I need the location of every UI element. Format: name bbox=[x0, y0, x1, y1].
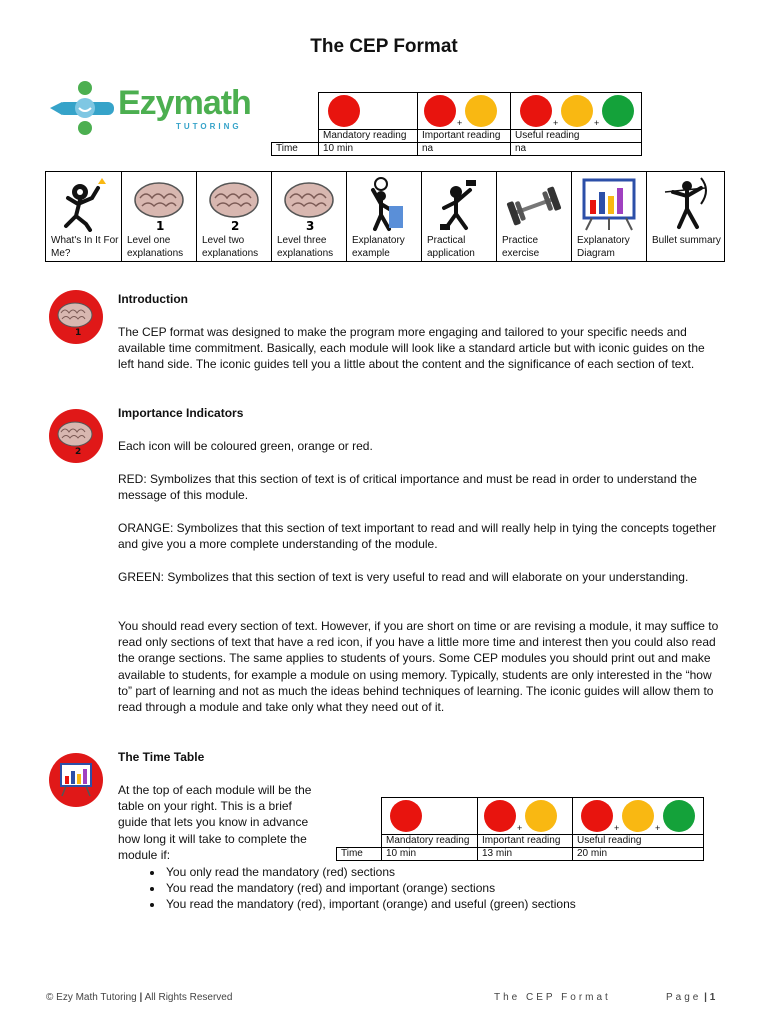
logo-figure-icon bbox=[48, 78, 118, 140]
logo-name: Ezymath bbox=[118, 84, 251, 122]
header-useful: Useful reading bbox=[511, 130, 642, 143]
module-time-table bbox=[336, 797, 704, 861]
header-mandatory: Mandatory reading bbox=[319, 130, 418, 143]
legend-label: Explanatory example bbox=[352, 235, 405, 259]
footer-document-title: The CEP Format bbox=[494, 992, 611, 1003]
svg-text:1: 1 bbox=[156, 219, 165, 232]
introduction-paragraph: The CEP format was designed to make the program more engaging and tailored to your specific needs and available time commitment. Basically, each module will look like a standard article but with iconic guides on the left hand side. The iconic guides tell you a little about the content and the significance of each section of text. bbox=[118, 325, 705, 372]
archer-icon bbox=[651, 176, 717, 232]
ezymath-logo bbox=[48, 78, 253, 140]
header-important: Important reading bbox=[478, 835, 573, 848]
header-mandatory: Mandatory reading bbox=[382, 835, 478, 848]
important-icons: + bbox=[478, 798, 573, 835]
wiifm-icon bbox=[50, 176, 116, 232]
legend-label: What's In It For Me? bbox=[51, 235, 119, 259]
time-useful: na bbox=[511, 143, 642, 156]
legend-practical-application bbox=[421, 172, 497, 261]
legend-label: Practical application bbox=[427, 235, 475, 259]
section-heading-introduction: Introduction bbox=[118, 292, 188, 306]
top-time-table bbox=[271, 92, 642, 156]
brain-level-2-icon bbox=[201, 176, 267, 232]
important-icons: + bbox=[418, 93, 511, 130]
importance-paragraph-green: GREEN: Symbolizes that this section of text is very useful to read and will elaborate on your understanding. bbox=[118, 570, 689, 584]
time-important: 13 min bbox=[478, 848, 573, 861]
red-brain-icon bbox=[48, 408, 104, 464]
legend-explanatory-example bbox=[346, 172, 422, 261]
icon-legend-strip bbox=[45, 171, 725, 262]
logo-tagline: TUTORING bbox=[176, 122, 242, 131]
red-diagram-icon bbox=[48, 752, 104, 808]
legend-label: Level one explanations bbox=[127, 235, 184, 259]
time-label: Time bbox=[272, 143, 319, 156]
legend-practice-exercise bbox=[496, 172, 572, 261]
red-dot-icon bbox=[520, 95, 552, 127]
orange-dot-icon bbox=[561, 95, 593, 127]
red-dot-icon bbox=[390, 800, 422, 832]
time-mandatory: 10 min bbox=[319, 143, 418, 156]
header-useful: Useful reading bbox=[573, 835, 704, 848]
time-important: na bbox=[418, 143, 511, 156]
time-useful: 20 min bbox=[573, 848, 704, 861]
header-important: Important reading bbox=[418, 130, 511, 143]
section-heading-timetable: The Time Table bbox=[118, 750, 205, 764]
red-dot-icon bbox=[484, 800, 516, 832]
importance-paragraph-reading-advice: You should read every section of text. However, if you are short on time or are revising a module, it may suffice to read only sections of text that have a red icon, if you have a little more time and interest then you could also read the orange sections. The same applies to students of yours. Some CEP modules you should print out and make available to students, for example a module on using memory. Typically, students are only interested in the “how to” part of learning and not as much the ideas behind techniques of learning. The iconic guides will allow them to read through a module and take only what they need out of it. bbox=[118, 619, 719, 715]
red-dot-icon bbox=[328, 95, 360, 127]
importance-paragraph-1: Each icon will be coloured green, orange or red. bbox=[118, 439, 373, 453]
svg-text:2: 2 bbox=[75, 447, 82, 457]
bullet-item: • You read the mandatory (red) and important (orange) sections bbox=[164, 880, 718, 896]
useful-icons: + + bbox=[511, 93, 642, 130]
useful-icons: + + bbox=[573, 798, 704, 835]
legend-wiifm bbox=[46, 172, 121, 261]
legend-label: Explanatory Diagram bbox=[577, 235, 630, 259]
legend-level-one bbox=[121, 172, 197, 261]
red-dot-icon bbox=[581, 800, 613, 832]
red-dot-icon bbox=[424, 95, 456, 127]
orange-dot-icon bbox=[622, 800, 654, 832]
svg-text:1: 1 bbox=[75, 328, 82, 338]
section-heading-importance: Importance Indicators bbox=[118, 406, 244, 420]
green-dot-icon bbox=[663, 800, 695, 832]
page-title: The CEP Format bbox=[310, 36, 458, 57]
legend-level-two bbox=[196, 172, 272, 261]
practical-application-icon bbox=[426, 176, 492, 232]
timetable-bullets bbox=[118, 864, 718, 913]
orange-dot-icon bbox=[465, 95, 497, 127]
red-brain-icon bbox=[48, 289, 104, 345]
svg-text:2: 2 bbox=[231, 219, 240, 232]
orange-dot-icon bbox=[525, 800, 557, 832]
brain-level-3-icon bbox=[276, 176, 342, 232]
dumbbell-icon bbox=[501, 176, 567, 232]
mandatory-icons bbox=[382, 798, 478, 835]
brain-level-1-icon bbox=[126, 176, 192, 232]
svg-text:3: 3 bbox=[306, 219, 315, 232]
explanatory-example-icon bbox=[351, 176, 417, 232]
bullet-item: • You read the mandatory (red), important (orange) and useful (green) sections bbox=[164, 896, 718, 912]
timetable-paragraph: At the top of each module will be the table on your right. This is a brief guide that lets you know in advance how long it will take to complete the module if: bbox=[118, 783, 312, 862]
legend-bullet-summary bbox=[646, 172, 725, 261]
legend-label: Practice exercise bbox=[502, 235, 540, 259]
legend-label: Bullet summary bbox=[652, 235, 721, 246]
time-mandatory: 10 min bbox=[382, 848, 478, 861]
legend-label: Level two explanations bbox=[202, 235, 259, 259]
time-label: Time bbox=[337, 848, 382, 861]
footer-page-number: Page | 1 bbox=[666, 992, 716, 1003]
diagram-icon bbox=[576, 176, 642, 232]
bullet-item: • You only read the mandatory (red) sections bbox=[164, 864, 718, 880]
importance-paragraph-orange: ORANGE: Symbolizes that this section of text important to read and will really help in tying the concepts together and give you a more complete understanding of the module. bbox=[118, 521, 717, 552]
green-dot-icon bbox=[602, 95, 634, 127]
legend-explanatory-diagram bbox=[571, 172, 647, 261]
legend-label: Level three explanations bbox=[277, 235, 334, 259]
footer-copyright: © Ezy Math Tutoring | All Rights Reserved bbox=[46, 992, 233, 1003]
mandatory-icons bbox=[319, 93, 418, 130]
importance-paragraph-red: RED: Symbolizes that this section of text is of critical importance and must be read in order to understand the message of this module. bbox=[118, 472, 697, 503]
legend-level-three bbox=[271, 172, 347, 261]
